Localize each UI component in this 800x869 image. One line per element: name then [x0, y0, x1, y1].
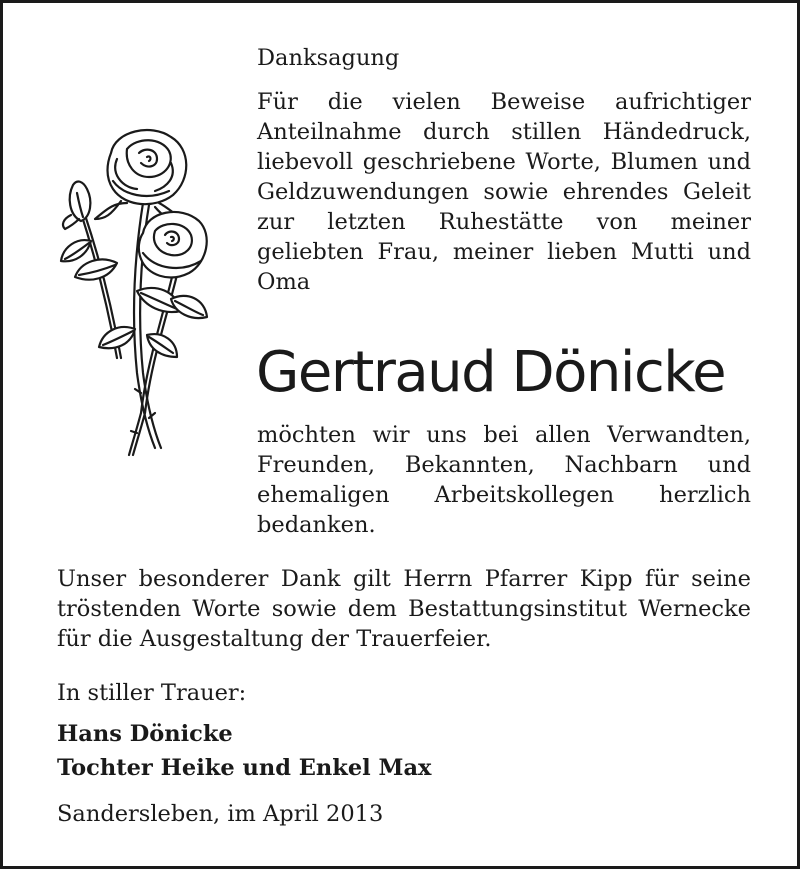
rose-icon: [51, 123, 211, 468]
thanks-paragraph: möchten wir uns bei allen Verwandten, Freunden, Bekannten, Nachbarn und ehemaligen Arbeitskollegen herzlich bedanken.: [257, 422, 751, 538]
deceased-name: Gertraud Dönicke: [256, 340, 726, 405]
intro-paragraph: Für die vielen Beweise aufrichtiger Anteilnahme durch stillen Händedruck, liebevoll geschriebene Worte, Blumen und Geldzuwendungen sowie ehrendes Geleit zur letzten Ruhestätte von meiner geliebten Frau, meiner lieben Mutti und Oma: [257, 89, 751, 295]
place-date: Sandersleben, im April 2013: [57, 801, 384, 827]
signer-name: Hans Dönicke: [57, 721, 233, 747]
special-thanks-paragraph: Unser besonderer Dank gilt Herrn Pfarrer Kipp für seine tröstenden Worte sowie dem Bestattungsinstitut Wernecke für die Ausgestaltung der Trauerfeier.: [57, 566, 751, 652]
signer-name: Tochter Heike und Enkel Max: [57, 755, 432, 781]
heading: Danksagung: [257, 45, 400, 71]
mourning-label: In stiller Trauer:: [57, 680, 247, 706]
